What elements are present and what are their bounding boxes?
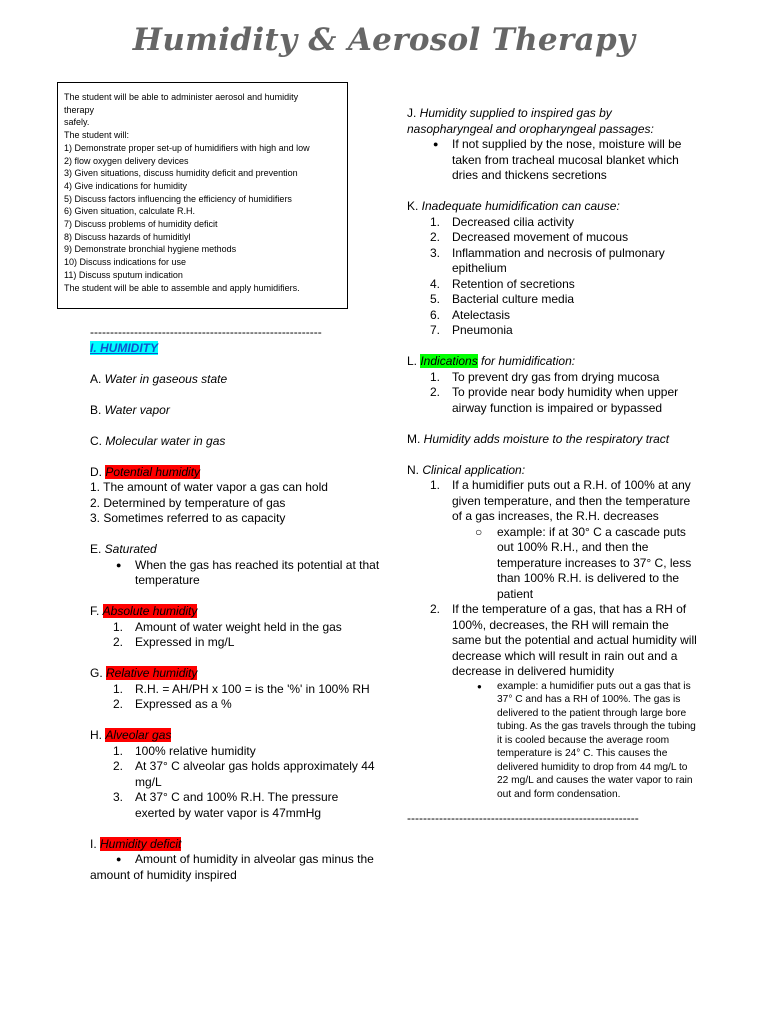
item-g: G. Relative humidity xyxy=(90,666,198,680)
bullet-icon: ● xyxy=(477,681,482,691)
bullet-icon: ● xyxy=(116,854,122,864)
highlight: Absolute humidity xyxy=(102,604,198,618)
objective-line: 5) Discuss factors influencing the efficiency of humidifiers xyxy=(64,193,292,204)
objective-line: 1) Demonstrate proper set-up of humidifiers with high and low xyxy=(64,142,310,153)
sub-item: ● example: a humidifier puts out a gas that is 37° C and has a RH of 100%. The gas is delivered to the patient through large bore tubing. As the gas travels through the tubing it is cooled because the average room temperature is 24° C. This causes the delivered humidity to drop from 44 mg/L to 22 mg/L and causes the water vapor to rain out and form condensation. xyxy=(477,680,696,800)
item-l: L. Indications for humidification: xyxy=(407,354,576,368)
objectives-box xyxy=(57,82,348,309)
divider: ---------------------------------------------------------- xyxy=(90,325,322,339)
item-e: E. Saturated xyxy=(90,542,157,556)
list-item: 5. Bacterial culture media xyxy=(430,292,575,306)
list-item: 4. Retention of secretions xyxy=(430,276,575,291)
list-item: 2. If the temperature of a gas, that has a RH of 100%, decreases, the RH will remain the same but the potential and actual humidity will decrease which will result in rain out and a decrease in delivered humidity xyxy=(430,602,697,678)
list-item: 2. Expressed as a % xyxy=(113,697,232,711)
list-item: 1. 100% relative humidity xyxy=(113,743,256,758)
item-m: M. Humidity adds moisture to the respiratory tract xyxy=(407,431,670,446)
objective-line: 6) Given situation, calculate R.H. xyxy=(64,206,196,217)
highlight: Indications xyxy=(420,354,478,368)
list-item-tail: amount of humidity inspired xyxy=(90,867,237,882)
objective-line: 8) Discuss hazards of humiditlyl xyxy=(64,231,191,242)
objective-line: therapy xyxy=(64,104,95,115)
item-a: A. Water in gaseous state xyxy=(90,371,228,386)
list-item: 3. Inflammation and necrosis of pulmonary epithelium xyxy=(430,245,665,275)
highlight: Alveolar gas xyxy=(105,728,172,742)
list-item: 2. Determined by temperature of gas xyxy=(90,495,286,510)
highlight: Humidity deficit xyxy=(100,836,182,851)
list-item: 7. Pneumonia xyxy=(430,323,513,337)
list-item: 1. The amount of water vapor a gas can hold xyxy=(90,480,328,494)
list-item: 1. Amount of water weight held in the gas xyxy=(113,619,342,634)
section-heading: I. HUMIDITY xyxy=(90,340,158,355)
objective-line: 11) Discuss sputum indication xyxy=(64,269,183,280)
list-item: 1. To prevent dry gas from drying mucosa xyxy=(430,369,660,384)
list-item: 6. Atelectasis xyxy=(430,307,511,322)
list-item: 1. R.H. = AH/PH x 100 = is the '%' in 100% RH xyxy=(113,681,370,696)
page-title: Humidity & Aerosol Therapy xyxy=(132,22,636,58)
list-item: ● Amount of humidity in alveolar gas minus the xyxy=(116,852,374,866)
item-d: D. Potential humidity xyxy=(90,464,201,479)
bullet-icon: ● xyxy=(433,139,439,149)
list-item: 2. At 37° C alveolar gas holds approximately 44 mg/L xyxy=(113,759,375,789)
list-item: 2. Decreased movement of mucous xyxy=(430,230,629,244)
left-column xyxy=(90,325,380,883)
objective-line: The student will be able to assemble and apply humidifiers. xyxy=(64,282,300,293)
item-c: C. Molecular water in gas xyxy=(90,433,226,448)
objective-line: 9) Demonstrate bronchial hygiene methods xyxy=(64,244,237,255)
list-item: ● If not supplied by the nose, moisture will be taken from tracheal mucosal blanket which dries and thickens secretions xyxy=(433,137,682,182)
objective-line: 2) flow oxygen delivery devices xyxy=(64,155,189,166)
list-item: 2. Expressed in mg/L xyxy=(113,635,235,649)
list-item: ● When the gas has reached its potential at that temperature xyxy=(116,557,380,587)
divider: ---------------------------------------------------------- xyxy=(407,811,639,825)
item-b: B. Water vapor xyxy=(90,402,170,417)
list-item: 1. Decreased cilia activity xyxy=(430,214,575,229)
objective-line: 10) Discuss indications for use xyxy=(64,257,187,268)
objective-line: The student will: xyxy=(64,130,130,141)
item-h: H. Alveolar gas xyxy=(90,728,172,742)
bullet-icon: ● xyxy=(116,559,122,570)
objective-line: 7) Discuss problems of humidity deficit xyxy=(64,219,218,230)
list-item: 3. At 37° C and 100% R.H. The pressure exerted by water vapor is 47mmHg xyxy=(113,790,339,820)
list-item: 3. Sometimes referred to as capacity xyxy=(90,511,286,525)
objective-line: 3) Given situations, discuss humidity deficit and prevention xyxy=(64,168,298,179)
item-k: K. Inadequate humidification can cause: xyxy=(407,199,620,213)
highlight: Potential humidity xyxy=(105,464,201,479)
item-j: J. Humidity supplied to inspired gas by nasopharyngeal and oropharyngeal passages: xyxy=(407,106,654,136)
item-i: I. Humidity deficit xyxy=(90,836,182,851)
highlight: Relative humidity xyxy=(106,666,198,680)
list-item: 2. To provide near body humidity when upper airway function is impaired or bypassed xyxy=(430,385,679,415)
objective-line: safely. xyxy=(64,117,90,128)
list-item: 1. If a humidifier puts out a R.H. of 100% at any given temperature, and then the temperature of a gas increases, the R.H. decreases xyxy=(430,478,691,523)
item-f: F. Absolute humidity xyxy=(90,604,198,618)
objective-line: The student will be able to administer aerosol and humidity xyxy=(64,92,299,102)
sub-item: ○ example: if at 30° C a cascade puts out 100% R.H., and then the temperature increases to 37° C, less than 100% R.H. is delivered to the patient xyxy=(475,524,692,601)
item-n: N. Clinical application: xyxy=(407,462,526,477)
circle-icon: ○ xyxy=(475,524,483,539)
right-column xyxy=(407,106,697,827)
objective-line: 4) Give indications for humidity xyxy=(64,180,188,191)
